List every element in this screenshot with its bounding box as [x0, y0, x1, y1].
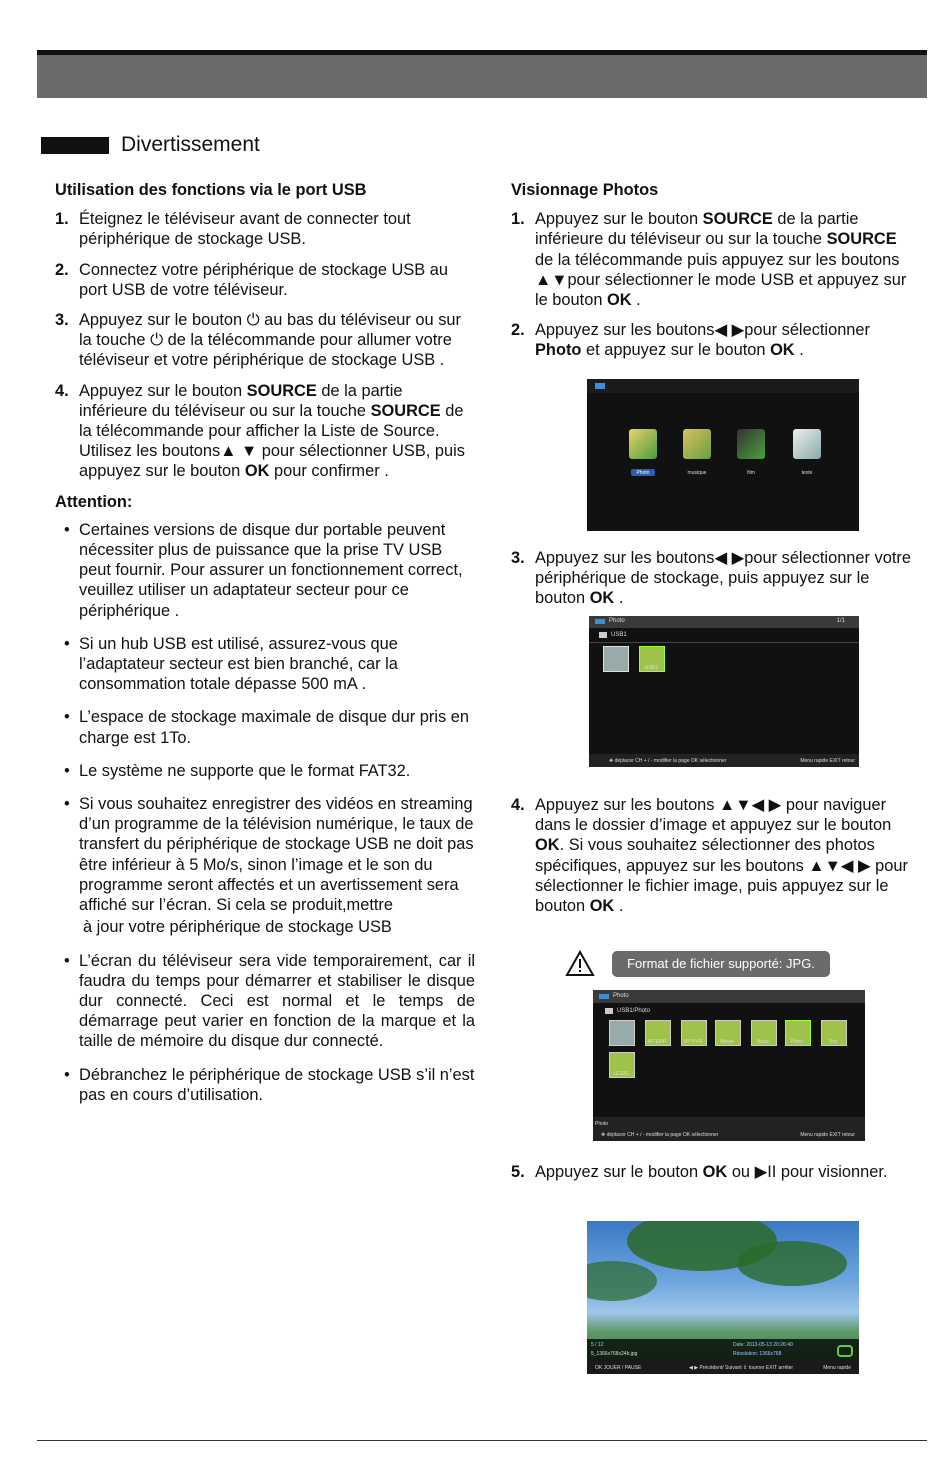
photo-intro	[511, 180, 916, 371]
status-label: Photo	[595, 1121, 609, 1127]
path-label: USB1	[611, 632, 627, 638]
repeat-icon	[837, 1345, 853, 1357]
attention-item: • L’écran du téléviseur sera vide temporairement, car il faudra du temps pour démarrer et stabiliser le disque dur connecté. Ceci est normal et le temps de démarrage peut varier en fonction de la marque et la taille de mémoire du disque dur connecté.	[64, 951, 475, 1051]
usb-icon	[595, 383, 605, 389]
photo-icon	[629, 429, 657, 459]
menu-item-photo[interactable]: Photo	[636, 470, 650, 476]
media-menu-screenshot	[587, 379, 859, 531]
photo-counter: 5 / 12	[591, 1342, 604, 1348]
attention-item: • Si un hub USB est utilisé, assurez-vous que l’adaptateur secteur est bien branché, car la consommation totale dépasse 500 mA .	[64, 634, 398, 694]
footer-right: Menu rapide EXIT retour	[800, 1132, 855, 1138]
film-icon	[737, 429, 765, 459]
photo-step-2: 2. Appuyez sur les boutons◀ ▶pour sélectionner Photo et appuyez sur le bouton OK .	[511, 321, 870, 360]
usb-heading: Utilisation des fonctions via le port USB	[55, 181, 367, 199]
warning-icon	[565, 950, 595, 977]
attention-item: • Le système ne supporte que le format FAT32.	[64, 761, 411, 780]
attention-item: • Débranchez le périphérique de stockage USB s’il n’est pas en cours d’utilisation.	[64, 1065, 475, 1104]
attention-heading: Attention:	[55, 492, 133, 511]
folder-icon	[605, 1008, 613, 1014]
photo-step-3: 3. Appuyez sur les boutons◀ ▶pour sélectionner votre périphérique de stockage, puis appuyez sur le bouton OK .	[511, 549, 911, 608]
menu-item-text[interactable]: texte	[801, 470, 813, 476]
folder-browser-screenshot: Photo USB1/Photo ... AITEMP MY PVR Movie Music Photo Text LE32G Photo ✥ déplacer CH + / - modifier la page OK sélectionner Menu rapide EXIT retour	[593, 990, 865, 1141]
screen-title: Photo	[613, 993, 629, 999]
usb-step-3: 3. Appuyez sur le bouton ⏻ au bas du téléviseur ou sur la touche ⏻ de la télécommande pour allumer votre téléviseur et votre périphérique de stockage USB .	[55, 311, 461, 370]
footer-menu: Menu rapide	[823, 1365, 851, 1371]
usb-step-1: 1. Éteignez le téléviseur avant de connecter tout périphérique de stockage USB.	[55, 210, 411, 249]
footer-play-hint: OK JOUER / PAUSE	[595, 1365, 642, 1371]
music-icon	[683, 429, 711, 459]
path-label: USB1/Photo	[617, 1008, 651, 1014]
attention-item: • Certaines versions de disque dur portable peuvent nécessiter plus de puissance que la prise TV USB peut fournir. Pour assurer un fonctionnement correct, veuillez utiliser un adaptateur secteur pour ce périphérique .	[64, 520, 463, 620]
photo-heading: Visionnage Photos	[511, 181, 659, 199]
photo-step-4: 4. Appuyez sur les boutons ▲▼◀ ▶ pour naviguer dans le dossier d’image et appuyez sur le bouton OK. Si vous souhaitez sélectionner des photos spécifiques, appuyez sur les boutons ▲▼◀ ▶ pour sélectionner le fichier image, puis appuyez sur le bouton OK .	[511, 796, 908, 916]
photo-filename: 5_1366x768x24b.jpg	[591, 1351, 638, 1357]
attention-item: • L’espace de stockage maximale de disque dur pris en charge est 1To.	[64, 708, 469, 747]
usb-step-4: 4. Appuyez sur le bouton SOURCE de la partie inférieure du téléviseur ou sur la touche SOURCE de la télécommande pour afficher la Liste de Source. Utilisez les boutons▲ ▼ pour sélectionner USB, puis appuyez sur le bouton OK pour confirmer .	[55, 381, 465, 481]
usb-step-2: 2. Connectez votre périphérique de stockage USB au port USB de votre téléviseur.	[55, 260, 449, 299]
footer-hints: ✥ déplacer CH + / - modifier la page OK sélectionner	[609, 758, 727, 764]
photo-viewer-screenshot	[587, 1221, 859, 1374]
footer-nav-hint: ◀ ▶ Précédent/ Suivant ⇕ tourner EXIT arrêter	[689, 1365, 794, 1371]
photo-date: Date: 2013-05-13 20:26:40	[733, 1342, 793, 1348]
menu-item-film[interactable]: film	[747, 470, 755, 476]
photo-resolution: Résolution: 1366x768	[733, 1351, 782, 1357]
menu-item-music[interactable]: musique	[687, 470, 707, 476]
footer-right: Menu rapide EXIT retour	[800, 758, 855, 764]
photo-step-5: 5. Appuyez sur le bouton OK ou ▶II pour visionner.	[511, 1163, 888, 1181]
text-icon	[793, 429, 821, 459]
photo-step-1: 1. Appuyez sur le bouton SOURCE de la partie inférieure du téléviseur ou sur la touche SOURCE de la télécommande puis appuyez sur les boutons ▲▼pour sélectionner le mode USB et appuyez sur le bouton OK .	[511, 210, 907, 310]
section-marker	[41, 137, 109, 154]
attention-item: • Si vous souhaitez enregistrer des vidéos en streaming d’un programme de la télévision numérique, le taux de transfert du périphérique de stockage USB ne doit pas être inférieur à 5 Mo/s, sinon l’image et le son du programme seront affectés et un avertissement sera affiché sur l’écran. Si cela se produit,mettre à jour votre périphérique de stockage USB	[64, 795, 474, 937]
format-note: Format de fichier supporté: JPG.	[612, 951, 830, 977]
header-band	[37, 55, 927, 98]
page-indicator: 1/1	[836, 618, 845, 624]
usb-icon	[595, 619, 605, 624]
device-select-screenshot: Photo 1/1 USB1 ... USB1 ✥ déplacer CH + / - modifier la page OK sélectionner Menu rapide EXIT retour	[589, 616, 859, 767]
photo-step-5-block	[511, 1162, 916, 1192]
footer-rule	[37, 1440, 927, 1441]
screen-title: Photo	[609, 618, 625, 624]
photo-step-3-block	[511, 548, 916, 619]
footer-hints: ✥ déplacer CH + / - modifier la page OK sélectionner	[601, 1132, 719, 1138]
left-column	[55, 180, 475, 1118]
usb-icon	[599, 994, 609, 999]
folder-icon	[599, 632, 607, 638]
section-title: Divertissement	[121, 133, 260, 156]
photo-step-4-block	[511, 795, 916, 926]
